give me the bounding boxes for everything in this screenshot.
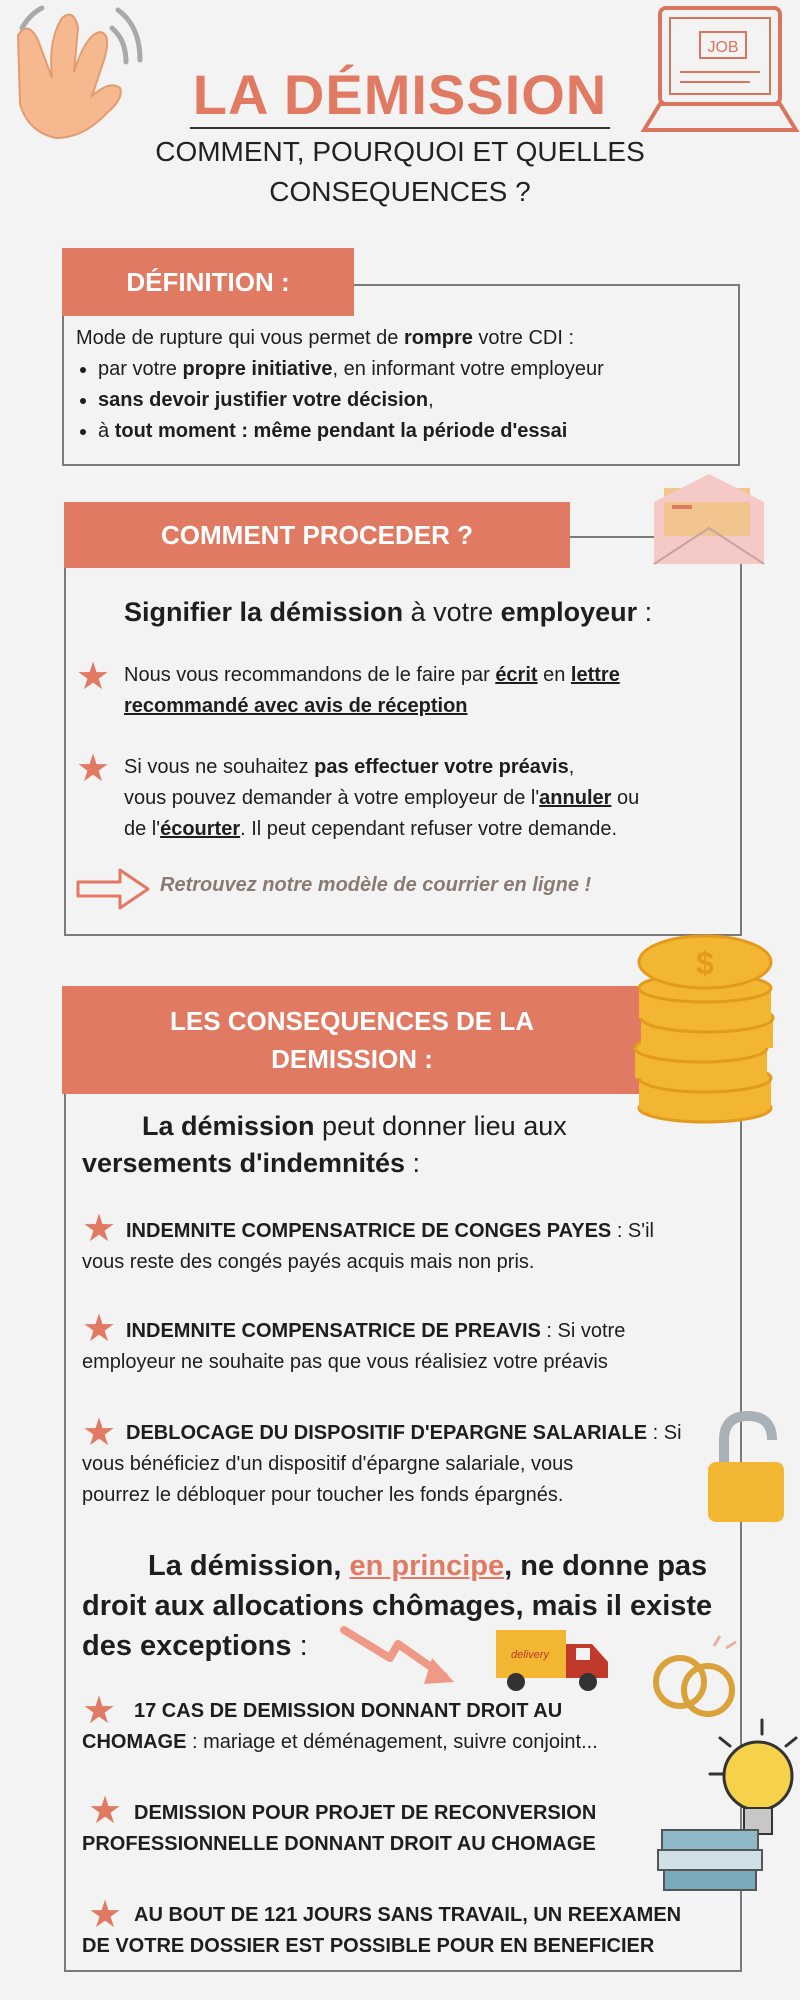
procedure-step-2: Si vous ne souhaitez pas effectuer votre préavis, vous pouvez demander à votre employeur de l'annuler ou de l'écourter. Il peut cependant refuser votre demande. — [124, 756, 640, 840]
star-icon: ★ — [88, 1790, 123, 1832]
coins-stack-icon — [625, 930, 785, 1130]
consequences-heading: La démission peut donner lieu aux versements d'indemnités : — [82, 1111, 567, 1178]
star-icon: ★ — [82, 1308, 117, 1350]
list-item: • sans devoir justifier votre décision, — [98, 385, 736, 416]
list-item: • par votre propre initiative, en informant votre employeur — [98, 354, 736, 385]
procedure-step-1: Nous vous recommandons de le faire par écrit en lettre recommandé avec avis de réception — [124, 664, 620, 717]
exception-121-jours: AU BOUT DE 121 JOURS SANS TRAVAIL, UN REEXAMEN DE VOTRE DOSSIER EST POSSIBLE POUR EN BENEFICIER — [82, 1904, 682, 1957]
procedure-heading: Signifier la démission à votre employeur : — [124, 597, 653, 627]
truck-label: delivery — [511, 1649, 549, 1661]
exception-reconversion: DEMISSION POUR PROJET DE RECONVERSION PROFESSIONNELLE DONNANT DROIT AU CHOMAGE — [82, 1802, 597, 1855]
star-icon: ★ — [76, 748, 111, 790]
page-subtitle — [100, 132, 700, 212]
exception-17-cas: 17 CAS DE DEMISSION DONNANT DROIT AU CHOMAGE : mariage et déménagement, suivre conjoint... — [82, 1700, 598, 1753]
definition-text — [76, 322, 736, 447]
subtitle-line-1: COMMENT, POURQUOI ET QUELLES — [155, 136, 645, 167]
en-principe-link[interactable]: en principe — [349, 1550, 505, 1582]
star-icon: ★ — [82, 1690, 117, 1732]
subtitle-line-2: CONSEQUENCES ? — [269, 176, 531, 207]
star-icon: ★ — [76, 656, 111, 698]
star-icon: ★ — [82, 1412, 117, 1454]
arrow-right-icon — [76, 864, 152, 914]
indemnity-conges-payes: INDEMNITE COMPENSATRICE DE CONGES PAYES : S'il vous reste des congés payés acquis mais non pris. — [82, 1220, 654, 1273]
connector-line — [570, 536, 654, 538]
definition-intro: Mode de rupture qui vous permet de rompre votre CDI : — [76, 327, 575, 349]
chomage-heading: La démission, en principe, ne donne pas droit aux allocations chômages, mais il existe des exceptions : — [82, 1550, 713, 1662]
consequences-tag — [62, 986, 642, 1094]
model-letter-link[interactable]: Retrouvez notre modèle de courrier en ligne ! — [160, 874, 592, 896]
padlock-icon — [706, 1410, 786, 1526]
job-label: JOB — [707, 39, 739, 56]
definition-list — [76, 354, 736, 447]
definition-tag: DÉFINITION : — [62, 248, 354, 316]
delivery-truck-icon — [492, 1624, 616, 1696]
zigzag-arrow-icon — [340, 1624, 460, 1688]
star-icon: ★ — [82, 1208, 117, 1250]
list-item: • à tout moment : même pendant la période d'essai — [98, 416, 736, 447]
consequences-tag-line-1: LES CONSEQUENCES DE LA — [169, 1006, 535, 1036]
lightbulb-books-icon — [650, 1712, 800, 1912]
page-title: LA DÉMISSION — [192, 63, 608, 126]
consequences-tag-line-2: DEMISSION : — [271, 1044, 433, 1074]
dollar-icon: $ — [696, 945, 714, 981]
title-underline — [190, 127, 610, 129]
procedure-tag: COMMENT PROCEDER ? — [64, 502, 570, 568]
star-icon: ★ — [88, 1894, 123, 1936]
indemnity-preavis: INDEMNITE COMPENSATRICE DE PREAVIS : Si votre employeur ne souhaite pas que vous réalisiez votre préavis — [82, 1320, 626, 1373]
epargne-salariale: DEBLOCAGE DU DISPOSITIF D'EPARGNE SALARIALE : Si vous bénéficiez d'un dispositif d'épargne salariale, vous pourrez le débloquer pour toucher les fonds épargnés. — [82, 1422, 682, 1506]
envelope-icon — [650, 470, 770, 570]
